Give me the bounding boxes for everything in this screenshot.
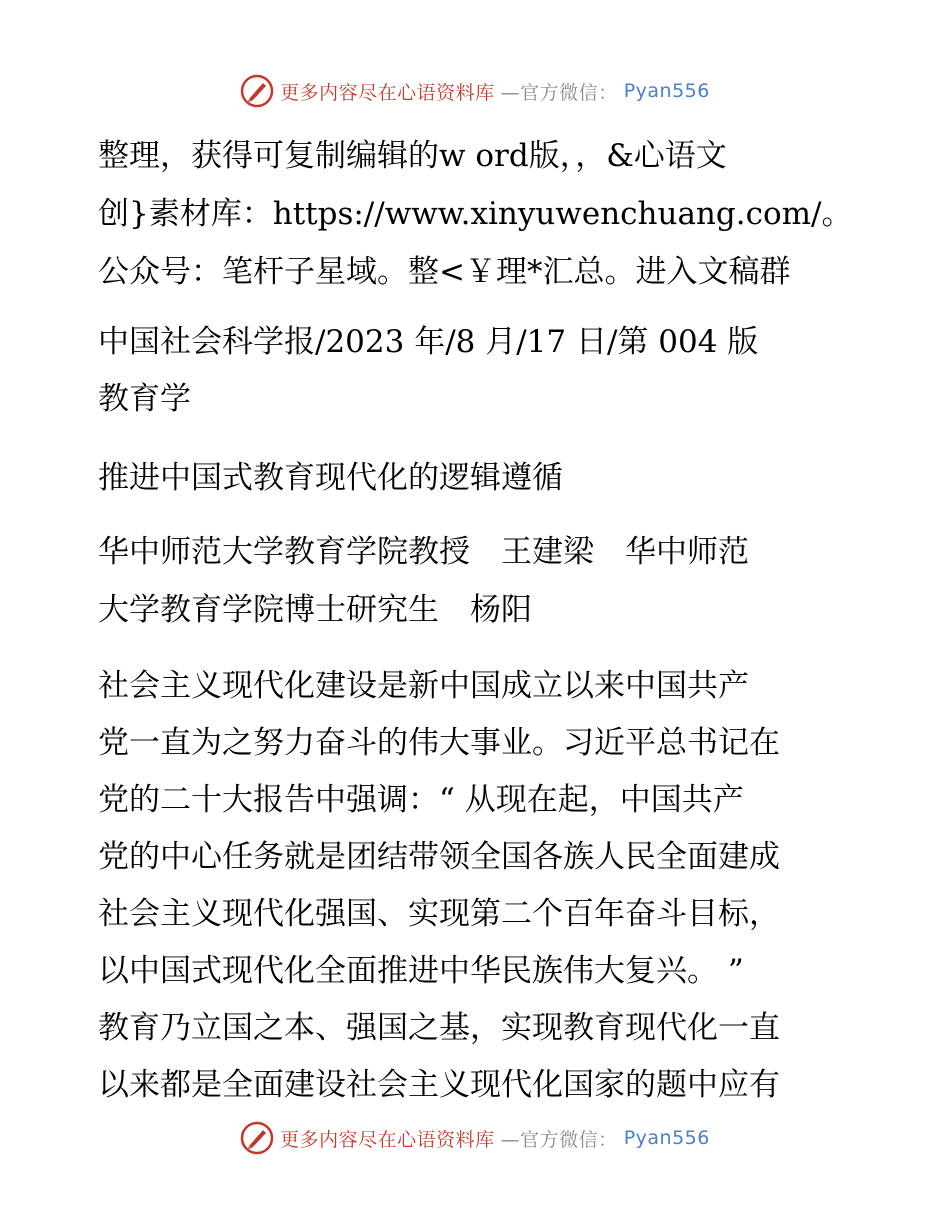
header-watermark	[0, 71, 950, 111]
article-title: 推进中国式教育现代化的逻辑遵循	[98, 460, 563, 496]
intro-line: 创}素材库：https://www.xinyuwenchuang.com/。	[98, 196, 853, 232]
body-line: 社会主义现代化建设是新中国成立以来中国共产	[98, 668, 749, 704]
source-line: 教育学	[98, 381, 191, 417]
intro-line: 整理，获得可复制编辑的w ord版，，&心语文	[98, 138, 727, 174]
body-line: 社会主义现代化强国、实现第二个百年奋斗目标，	[98, 896, 780, 932]
body-line: 党一直为之努力奋斗的伟大事业。习近平总书记在	[98, 725, 780, 761]
source-line: 中国社会科学报/2023 年/8 月/17 日/第 004 版	[98, 324, 759, 360]
footer-watermark	[0, 1118, 950, 1158]
author-line: 大学教育学院博士研究生 杨阳	[98, 592, 532, 628]
watermark-slogan: 更多内容尽在心语资料库	[280, 81, 495, 104]
quill-logo-icon	[240, 1121, 274, 1155]
watermark-slogan: 更多内容尽在心语资料库	[280, 1128, 495, 1151]
body-line: 党的二十大报告中强调：“ 从现在起，中国共产	[98, 782, 744, 818]
watermark-wechat-label: —官方微信：	[500, 81, 618, 104]
watermark-wechat-id: Pyan556	[623, 1127, 710, 1149]
body-line: 党的中心任务就是团结带领全国各族人民全面建成	[98, 839, 780, 875]
body-line: 教育乃立国之本、强国之基，实现教育现代化一直	[98, 1010, 780, 1046]
body-line: 以中国式现代化全面推进中华民族伟大复兴。 ”	[98, 953, 744, 989]
quill-logo-icon	[240, 74, 274, 108]
body-line: 以来都是全面建设社会主义现代化国家的题中应有	[98, 1067, 780, 1103]
intro-line: 公众号：笔杆子星域。整<￥理*汇总。进入文稿群	[98, 254, 791, 290]
watermark-wechat-label: —官方微信：	[500, 1128, 618, 1151]
author-line: 华中师范大学教育学院教授 王建梁 华中师范	[98, 534, 749, 570]
watermark-wechat-id: Pyan556	[623, 80, 710, 102]
